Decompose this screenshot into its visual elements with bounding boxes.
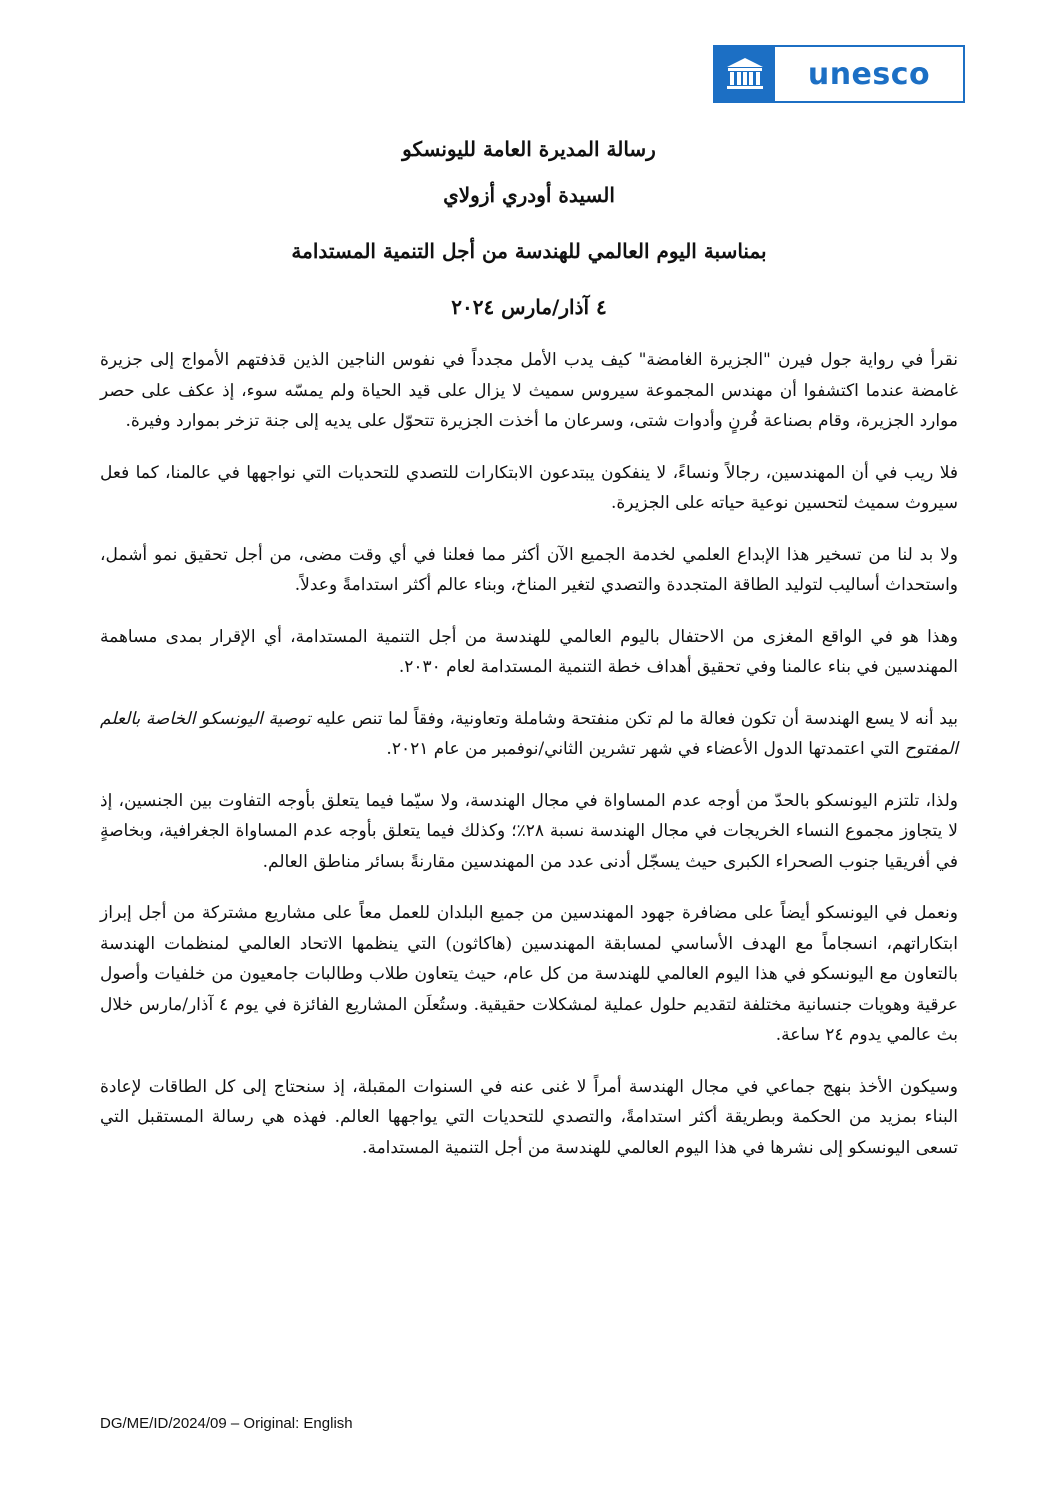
title-line-2: السيدة أودري أزولاي <box>443 183 615 207</box>
paragraph-3: ولا بد لنا من تسخير هذا الإبداع العلمي لخدمة الجميع الآن أكثر مما فعلنا في أي وقت مضى، من أجل تحقيق نمو أشمل، واستحداث أساليب لتوليد الطاقة المتجددة والتصدي لتغير المناخ، وبناء عالم أكثر استدامةً وعدلاً. <box>100 544 958 595</box>
message-body <box>100 345 958 1184</box>
paragraph-5 <box>100 704 958 765</box>
title-line-3: بمناسبة اليوم العالمي للهندسة من أجل التنمية المستدامة <box>291 239 767 263</box>
paragraph-7: ونعمل في اليونسكو أيضاً على مضافرة جهود المهندسين من جميع البلدان للعمل معاً على مشاريع مشتركة من أجل إبراز ابتكاراتهم، انسجاماً مع الهدف الأساسي لمسابقة المهندسين (هاكاثون) التي ينظمها الاتحاد العالمي لمنظمات الهندسة بالتعاون مع اليونسكو في هذا اليوم العالمي للهندسة من كل عام، حيث يتعاون طلاب وطالبات جامعيون من خلفيات وأصول عرقية وهويات جنسانية مختلفة لتقديم حلول عملية لمشكلات حقيقية. وستُعلَن المشاريع الفائزة في يوم ٤ آذار/مارس خلال بث عالمي يدوم ٢٤ ساعة. <box>100 903 958 1045</box>
logo-wordmark: unesco <box>807 56 931 92</box>
unesco-logo <box>713 45 965 103</box>
paragraph-5-end: التي اعتمدتها الدول الأعضاء في شهر تشرين الثاني/نوفمبر من عام ٢٠٢١. <box>386 739 905 759</box>
temple-icon <box>715 47 775 101</box>
paragraph-4: وهذا هو في الواقع المغزى من الاحتفال باليوم العالمي للهندسة من أجل التنمية المستدامة، أي الإقرار بمدى مساهمة المهندسين في بناء عالمنا وفي تحقيق أهداف خطة التنمية المستدامة لعام ٢٠٣٠. <box>100 626 958 677</box>
paragraph-6: ولذا، تلتزم اليونسكو بالحدّ من أوجه عدم المساواة في مجال الهندسة، ولا سيّما فيما يتعلق بأوجه التفاوت بين الجنسين، إذ لا يتجاوز مجموع النساء الخريجات في مجال الهندسة نسبة ٢٨٪؛ وكذلك فيما يتعلق بأوجه عدم المساواة الجغرافية، وبخاصةٍ في أفريقيا جنوب الصحراء الكبرى حيث يسجّل أدنى عدد من المهندسين مقارنةً بسائر مناطق العالم. <box>100 790 958 872</box>
paragraph-1: نقرأ في رواية جول فيرن "الجزيرة الغامضة" كيف يدب الأمل مجدداً في نفوس الناجين الذين قذفتهم الأمواج إلى جزيرة غامضة عندما اكتشفوا أن مهندس المجموعة سيروس سميث لا يزال على قيد الحياة ولم يمسّه سوء، إذ عكف على حصر موارد الجزيرة، وقام بصناعة فُرنٍ وأدوات شتى، وسرعان ما أخذت الجزيرة تتحوّل على يديه إلى جنة تزخر بموارد وفيرة. <box>100 350 958 431</box>
title-line-1: رسالة المديرة العامة لليونسكو <box>402 137 656 161</box>
message-heading <box>100 134 958 320</box>
open-science-recommendation: توصية اليونسكو الخاصة بالعلم المفتوح <box>100 708 958 759</box>
paragraph-8: وسيكون الأخذ بنهج جماعي في مجال الهندسة أمراً لا غنى عنه في السنوات المقبلة، إذ سنحتاج إلى كل الطاقات لإعادة البناء بمزيد من الحكمة وبطريقة أكثر استدامةً، والتصدي للتحديات التي يواجهها العالم. فهذه هي رسالة المستقبل التي تسعى اليونسكو إلى نشرها في هذا اليوم العالمي للهندسة من أجل التنمية المستدامة. <box>100 1076 958 1158</box>
paragraph-5-start: بيد أنه لا يسع الهندسة أن تكون فعالة ما لم تكن منفتحة وشاملة وتعاونية، وفقاً لما تنص عليه <box>310 708 958 729</box>
paragraph-2: فلا ريب في أن المهندسين، رجالاً ونساءً، لا ينفكون يبتدعون الابتكارات للتصدي للتحديات التي نواجهها في عالمنا، كما فعل سيروث سميث لتحسين نوعية حياته على الجزيرة. <box>100 462 958 513</box>
title-date: ٤ آذار/مارس ٢٠٢٤ <box>451 295 607 319</box>
document-reference: DG/ME/ID/2024/09 – Original: English <box>100 1415 353 1432</box>
